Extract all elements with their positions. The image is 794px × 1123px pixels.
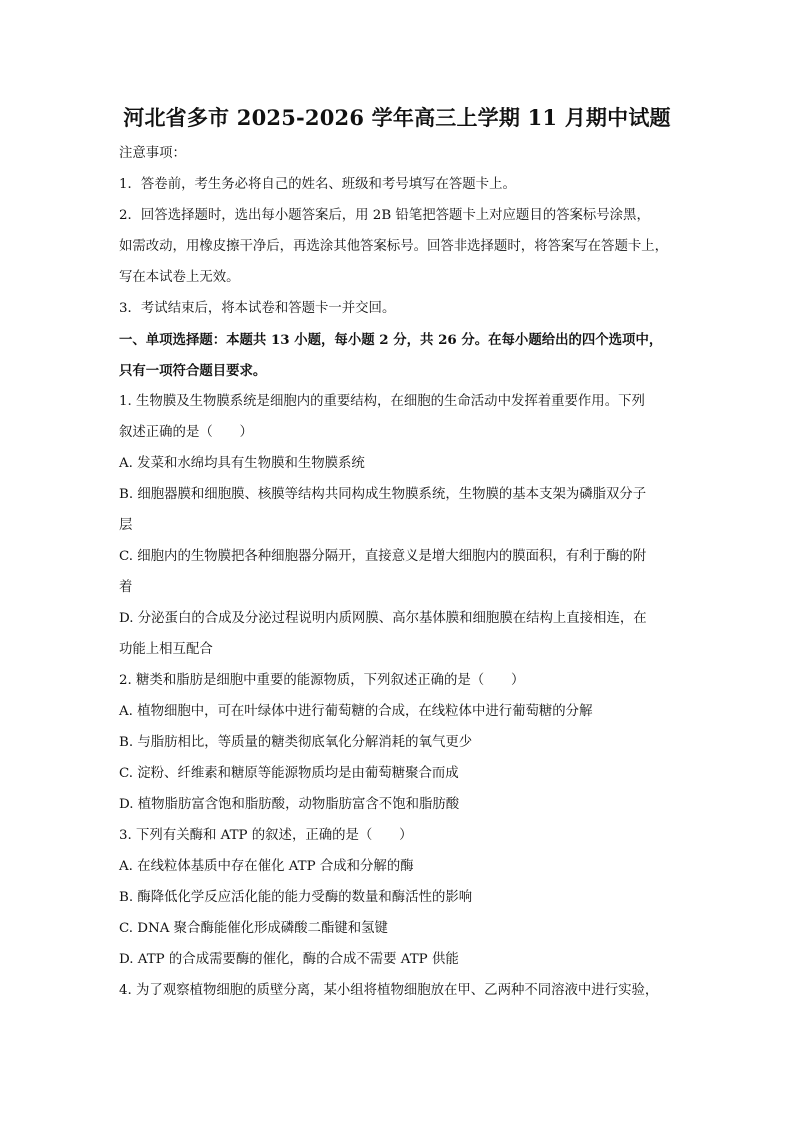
question-line: C. 细胞内的生物膜把各种细胞器分隔开，直接意义是增大细胞内的膜面积，有利于酶的附	[119, 549, 647, 564]
question-line: A. 发菜和水绵均具有生物膜和生物膜系统	[119, 456, 365, 471]
question-line: 1. 生物膜及生物膜系统是细胞内的重要结构，在细胞的生命活动中发挥着重要作用。下列	[119, 394, 645, 409]
question-line: 叙述正确的是（ ）	[119, 425, 253, 440]
question-line: C. 淀粉、纤维素和糖原等能源物质均是由葡萄糖聚合而成	[119, 766, 459, 781]
question-line: C. DNA 聚合酶能催化形成磷酸二酯键和氢键	[119, 921, 388, 936]
question-line: 功能上相互配合	[119, 642, 213, 657]
notice-line: 写在本试卷上无效。	[119, 270, 240, 285]
question-line: A. 在线粒体基质中存在催化 ATP 合成和分解的酶	[119, 859, 414, 874]
question-line: 2. 糖类和脂肪是细胞中重要的能源物质，下列叙述正确的是（ ）	[119, 673, 525, 688]
question-line: B. 酶降低化学反应活化能的能力受酶的数量和酶活性的影响	[119, 890, 473, 905]
question-line: D. 植物脂肪富含饱和脂肪酸，动物脂肪富含不饱和脂肪酸	[119, 797, 460, 812]
question-line: 4. 为了观察植物细胞的质壁分离，某小组将植物细胞放在甲、乙两种不同溶液中进行实验，	[119, 983, 659, 998]
notice-line: 3．考试结束后，将本试卷和答题卡一并交回。	[119, 301, 396, 316]
question-line: D. ATP 的合成需要酶的催化，酶的合成不需要 ATP 供能	[119, 952, 459, 967]
question-line: 层	[119, 518, 133, 533]
notice-line: 1．答卷前，考生务必将自己的姓名、班级和考号填写在答题卡上。	[119, 177, 516, 192]
question-line: 着	[119, 580, 133, 595]
notice-heading: 注意事项：	[119, 146, 186, 161]
notice-line: 2．回答选择题时，选出每小题答案后，用 2B 铅笔把答题卡上对应题目的答案标号涂黑，	[119, 208, 650, 223]
section-heading-line: 只有一项符合题目要求。	[119, 363, 267, 379]
question-line: B. 与脂肪相比，等质量的糖类彻底氧化分解消耗的氧气更少	[119, 735, 473, 750]
question-line: A. 植物细胞中，可在叶绿体中进行葡萄糖的合成，在线粒体中进行葡萄糖的分解	[119, 704, 593, 719]
question-line: D. 分泌蛋白的合成及分泌过程说明内质网膜、高尔基体膜和细胞膜在结构上直接相连，在	[119, 611, 647, 626]
page-title: 河北省多市 2025-2026 学年高三上学期 11 月期中试题	[123, 105, 671, 130]
notice-line: 如需改动，用橡皮擦干净后，再选涂其他答案标号。回答非选择题时，将答案写在答题卡上，	[119, 239, 669, 254]
question-line: B. 细胞器膜和细胞膜、核膜等结构共同构成生物膜系统，生物膜的基本支架为磷脂双分子	[119, 487, 647, 502]
question-line: 3. 下列有关酶和 ATP 的叙述，正确的是（ ）	[119, 828, 413, 843]
section-heading-line: 一、单项选择题：本题共 13 小题，每小题 2 分，共 26 分。在每小题给出的四个选项中，	[119, 332, 663, 348]
